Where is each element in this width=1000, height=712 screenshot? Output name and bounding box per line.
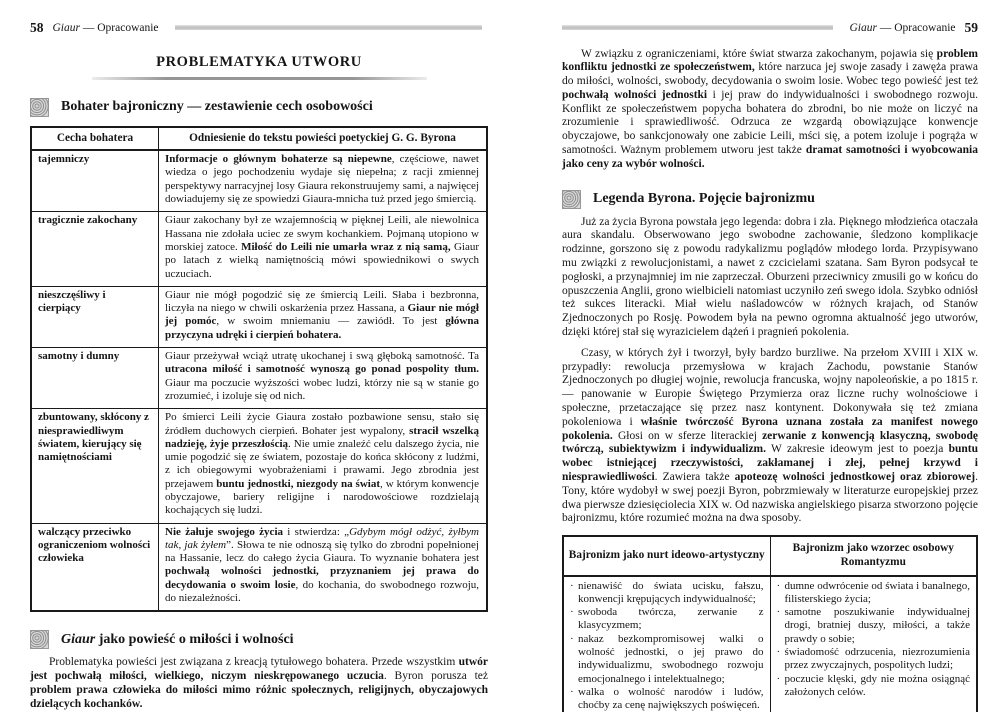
section-heading-bohater — [30, 98, 488, 117]
bullet-item — [776, 606, 971, 646]
page-left — [30, 0, 488, 712]
text-run: utwór jest pochwałą miłości, wielkiego, niczym nieskrępowanego uczucia — [30, 656, 488, 683]
text-run: . Zawiera także — [654, 471, 735, 484]
running-header-right — [562, 21, 978, 35]
bullet-text: poczucie klęski, gdy nie można osiągnąć założonych celów. — [784, 672, 970, 698]
text-run: apoteozę wolności jednostkowej oraz zbiorowej — [734, 471, 976, 484]
paragraph-konflikt — [562, 48, 978, 172]
text-run: i jej praw do indywidualności i swobodnego rozwoju. Konflikt ze społeczeństwem popycha bohatera do zbrodni, bo nie może on liczyć na zrozumienie i sprawiedliwość. Odrzuca ze wzgardą obowiązujące konwencje obyczajowe, bo sankcjonowały one zabicie Leili, mści się, a potem izoluje i pogrąża w samotności. Ważnym problemem utworu jest także — [562, 88, 979, 157]
bullet-marker-icon: · — [776, 579, 781, 592]
bullet-text: nakaz bezkompromisowej walki o wolność jednostki, o jej prawo do indywidualizmu, swobodnego rozwoju emocjonalnego i intelektualnego; — [578, 632, 764, 685]
fingerprint-icon — [562, 190, 581, 209]
header-rule — [562, 25, 833, 30]
running-title-rest: — Opracowanie — [79, 21, 159, 34]
text-run: . Nie umie znaleźć celu dalszego życia, nie umie pogodzić się ze światem, pozostaje do końca skłócony z ludźmi, z ich obiegowymi wyobrażeniami i prawami. Jego zbrodnia jest przejawem — [165, 437, 479, 490]
text-run: , do kochania, do swobodnego rozwoju, do niezależności. — [165, 578, 479, 605]
text-run: . Byron porusza też — [383, 670, 489, 683]
text-run: stracił wszelką nadzieję, żyje przeszłością — [165, 424, 480, 450]
text-run: Nie żałuje swojego życia — [165, 525, 283, 538]
text-run: zerwanie z konwencją klasyczną, swobodę twórczą, subiektywizm i indywidualizm. — [562, 429, 978, 456]
running-title-italic: Giaur — [849, 21, 877, 34]
traits-header-row — [31, 127, 487, 151]
title-rule — [92, 77, 427, 80]
trait-row — [31, 409, 487, 523]
bajronizm-col2-header: Bajronizm jako wzorzec osobowy Romantyzmu — [770, 536, 977, 575]
running-header-left — [30, 21, 488, 35]
paragraph-czasy — [562, 347, 978, 526]
section-heading-legenda — [562, 190, 978, 209]
traits-table-head — [31, 127, 487, 151]
text-run: , w którym konwencje obyczajowe, bariery religijne i narodowościowe rozdzielają kochających się ludzi. — [165, 477, 479, 517]
bajronizm-col1 — [563, 576, 770, 712]
text-run: Giaur przeżywał wciąż utratę ukochanej i swą głęboką samotność. Ta — [165, 350, 479, 363]
text-run: Po śmierci Leili życie Giaura zostało pozbawione sensu, stało się źródłem duchowych cierpień. Bohater jest wypalony, — [165, 411, 479, 437]
text-run: tajemniczy — [38, 153, 90, 166]
text-run: główna przyczyna udręki i cierpień bohatera. — [165, 315, 479, 341]
bullet-marker-icon: · — [776, 672, 781, 685]
text-run: zbuntowany, skłócony z niesprawiedliwym światem, kierujący się namiętnościami — [38, 411, 149, 464]
trait-description-cell — [159, 523, 488, 611]
bajronizm-table-head — [563, 536, 977, 575]
bajronizm-col1-header: Bajronizm jako nurt ideowo-artystyczny — [563, 536, 770, 575]
paragraph-problematyka — [30, 656, 488, 711]
section-heading-text: Legenda Byrona. Pojęcie bajronizmu — [593, 191, 815, 207]
traits-col1-header: Cecha bohatera — [31, 127, 159, 151]
running-title — [53, 22, 159, 34]
running-title-italic: Giaur — [52, 21, 80, 34]
running-title — [849, 22, 955, 34]
text-run: W związku z ograniczeniami, które świat stwarza zakochanym, pojawia się — [581, 47, 937, 60]
bullet-item — [569, 606, 764, 633]
bullet-text: dumne odwrócenie od świata i banalnego, filisterskiego życia; — [784, 579, 970, 605]
trait-row — [31, 212, 487, 286]
trait-description-cell — [159, 348, 488, 409]
trait-row — [31, 348, 487, 409]
trait-name-cell — [31, 523, 159, 611]
trait-name-cell — [31, 409, 159, 523]
text-run: Giaur — [61, 631, 96, 647]
text-run: . Tony, które wydobył w swej poezji Byron, pobrzmiewały w literaturze europejskiej przez dwa pierwsze dziesięciolecia XIX w. Od nazwiska angielskiego pisarza stworzono pojęcie bajronizmu, które rozumieć można na dwa sposoby. — [562, 471, 978, 525]
bullet-text: nienawiść do świata ucisku, fałszu, konwencji krępujących indywidualność; — [578, 579, 764, 605]
page-number: 59 — [964, 20, 978, 35]
text-run: pochwałą wolności jednostki — [562, 88, 708, 101]
bullet-marker-icon: · — [570, 685, 574, 698]
trait-name-cell — [31, 212, 159, 286]
trait-row — [31, 523, 487, 611]
text-run: , w swoim mniemaniu — zawiódł. To jest — [216, 315, 446, 328]
page-title: PROBLEMATYKA UTWORU — [156, 53, 362, 70]
page-right — [562, 0, 978, 712]
text-run: walczący przeciwko ograniczeniom wolności człowieka — [38, 525, 151, 565]
bullet-marker-icon: · — [570, 606, 574, 619]
fingerprint-icon — [30, 630, 49, 649]
bullet-item — [569, 686, 764, 712]
text-run: jako powieść o miłości i wolności — [95, 631, 294, 647]
bullet-marker-icon: · — [776, 606, 781, 619]
bullet-item — [776, 580, 971, 607]
text-run: Czasy, w których żył i tworzył, były bardzo burzliwe. Na przełom XVIII i XIX w. przypadły: rewolucja przemysłowa w krajach Zachodu, powstanie Stanów Zjednoczonych po długiej wojnie, rewolucja francuska, wojny napoleońskie, a po 1815 r. — panowanie w Europie Świętego Przymierza oraz liczne ruchy wolnościowe i społeczne, przetaczające się przez nasz kontynent. Dokonywała się też zmiana pokoleniowa i — [562, 346, 978, 428]
trait-row — [31, 150, 487, 212]
text-run: które narzuca jej swoje zasady i zawęża prawa do miłości, wolności, swobody, decydowania o swoim losie. Wobec tego powieść jest też — [562, 61, 978, 88]
page-number: 58 — [30, 20, 44, 35]
bajronizm-header-row — [563, 536, 977, 575]
bullet-marker-icon: · — [776, 646, 781, 658]
text-run: W zakresie ideowym jest to poezja — [766, 443, 949, 456]
text-run: Giaur po latach z wielką namiętnością mówi spowiednikowi o swych uczuciach. — [165, 240, 480, 280]
trait-description-cell — [159, 150, 488, 212]
text-run: Informacje o głównym bohaterze są niepewne — [165, 153, 392, 166]
text-run: utracona miłość i samotność wynoszą go ponad pospolity tłum. — [165, 363, 479, 376]
text-run: i stwierdza: „ — [283, 525, 350, 538]
text-run: Już za życia Byrona powstała jego legenda: dobra i zła. Pięknego młodzieńca otaczała aura skandalu. Obserwowano jego swobodne zachowanie, śledzono komplikacje rodzinne, gorszono się z powodu radykalizmu poglądów młodego lorda. Przypisywano mu związki z rewolucjonistami, a nawet z czcicielami szatana. Sam Byron podsycał te pogłoski, a przynajmniej im nie zaprzeczał. Oburzeni przeciwnicy zmusili go w końcu do opuszczenia Anglii, grono wielbicieli natomiast uczyniło zeń swego idola. Szybko odniósł też sukces literacki. Miał wielu naśladowców w różnych krajach, od Stanów Zjednoczonych po Rosję. Powodem była na pewno ogromna aktualność jego utworów, dzięki której stał się wyrazicielem dążeń i pragnień pokolenia. — [562, 215, 978, 339]
text-run: Giaur zakochany był ze wzajemnością w pięknej Leili, ale niewolnica Hassana nie zdołała uciec ze swym kochankiem. Pojmaną utopiono w morskiej zatoce. — [165, 214, 479, 253]
trait-description-cell — [159, 409, 488, 523]
text-run: Głosi on w sferze literackiej — [612, 429, 763, 442]
text-run: buntu jednostki, niezgody na świat — [216, 477, 380, 490]
text-run: samotny i dumny — [38, 350, 120, 363]
text-run: pochwałą wolności jednostki, przyznaniem jej prawa do decydowania o swoim losie — [165, 565, 479, 591]
bullet-item — [776, 673, 971, 700]
text-run: dramat samotności i wyobcowania jako ceny za wybór wolności. — [562, 144, 978, 170]
traits-table — [30, 126, 488, 613]
section-heading-giaur-powiesc — [30, 630, 488, 649]
text-run: Giaur nie mógł jej pomóc — [165, 302, 479, 328]
trait-name-cell — [31, 150, 159, 212]
text-run: nieszczęśliwy i cierpiący — [38, 288, 106, 315]
bullet-item — [569, 580, 764, 607]
text-run: problem konfliktu jednostki ze społeczeństwem, — [562, 47, 978, 74]
trait-name-cell — [31, 286, 159, 347]
text-run: , częściowe, nawet wiedza o jego pochodzeniu wydaje się niepełna; z racji zmiennej perspektywy narracyjnej losy Giaura rekonstruujemy sami, a najwięcej dowiadujemy się ze spowiedzi Giaura-mnicha tuż przed jego śmiercią. — [165, 153, 479, 206]
text-run: problem prawa człowieka do miłości mimo różnic społecznych, religijnych, obyczajowych dzielących kochanków. — [30, 683, 488, 710]
text-run: Miłość do Leili nie umarła wraz z nią samą, — [241, 240, 451, 253]
bajronizm-col2 — [770, 576, 977, 712]
paragraph-legenda — [562, 216, 978, 340]
bajronizm-table — [562, 535, 978, 712]
bullet-item — [569, 633, 764, 686]
bullet-item — [776, 646, 971, 673]
bajronizm-table-body — [563, 576, 977, 712]
text-run: Giaur ma poczucie wyższości wobec ludzi, którzy nie są w stanie go zrozumieć, i izoluje się od nich. — [165, 376, 479, 402]
fingerprint-icon — [30, 98, 49, 117]
bajronizm-body-row — [563, 576, 977, 712]
text-run: Problematyka powieści jest związana z kreacją tytułowego bohatera. Przede wszystkim — [49, 656, 459, 669]
trait-name-cell — [31, 348, 159, 409]
section-heading-text: Bohater bajroniczny — zestawienie cech osobowości — [61, 98, 373, 114]
bullet-text: walka o wolność narodów i ludów, choćby za cenę największych poświęceń. — [578, 685, 764, 712]
traits-col2-header: Odniesienie do tekstu powieści poetyckiej G. G. Byrona — [159, 127, 488, 151]
section-heading-text — [61, 632, 294, 648]
text-run: Gdybym mógł odżyć, żyłbym tak, jak żyłem — [165, 525, 479, 551]
bullet-text: świadomość odrzucenia, niezrozumienia przez zwyczajnych, pospolitych ludzi; — [784, 646, 970, 672]
traits-table-body — [31, 150, 487, 611]
bullet-text: samotne poszukiwanie indywidualnej drogi, bratniej duszy, miłości, a także prawdy o sobie; — [784, 606, 970, 645]
bullet-marker-icon: · — [570, 632, 574, 645]
trait-row — [31, 286, 487, 347]
trait-description-cell — [159, 212, 488, 286]
text-run: właśnie twórczość Byrona uznana została za manifest nowego pokolenia. — [562, 415, 978, 442]
text-run: ”. Słowa te nie odnoszą się tylko do zbrodni popełnionej na Hassanie, lecz do całego życia Giaura. To wyznanie bohatera jest — [165, 538, 479, 565]
text-run: buntu wobec istniejącej rzeczywistości, zakłamanej i złej, pełnej krzywd i niesprawiedliwości — [562, 443, 979, 484]
trait-description-cell — [159, 286, 488, 347]
running-title-rest: — Opracowanie — [876, 21, 956, 34]
text-run: Giaur nie mógł pogodzić się ze śmiercią Leili. Słaba i bezbronna, liczyła na niego w chwili oskarżenia przez Hassana, a — [165, 288, 479, 315]
bullet-marker-icon: · — [570, 579, 574, 592]
bullet-text: swoboda twórcza, zerwanie z klasycyzmem; — [578, 606, 764, 632]
header-rule — [175, 25, 482, 30]
text-run: tragicznie zakochany — [38, 214, 138, 227]
